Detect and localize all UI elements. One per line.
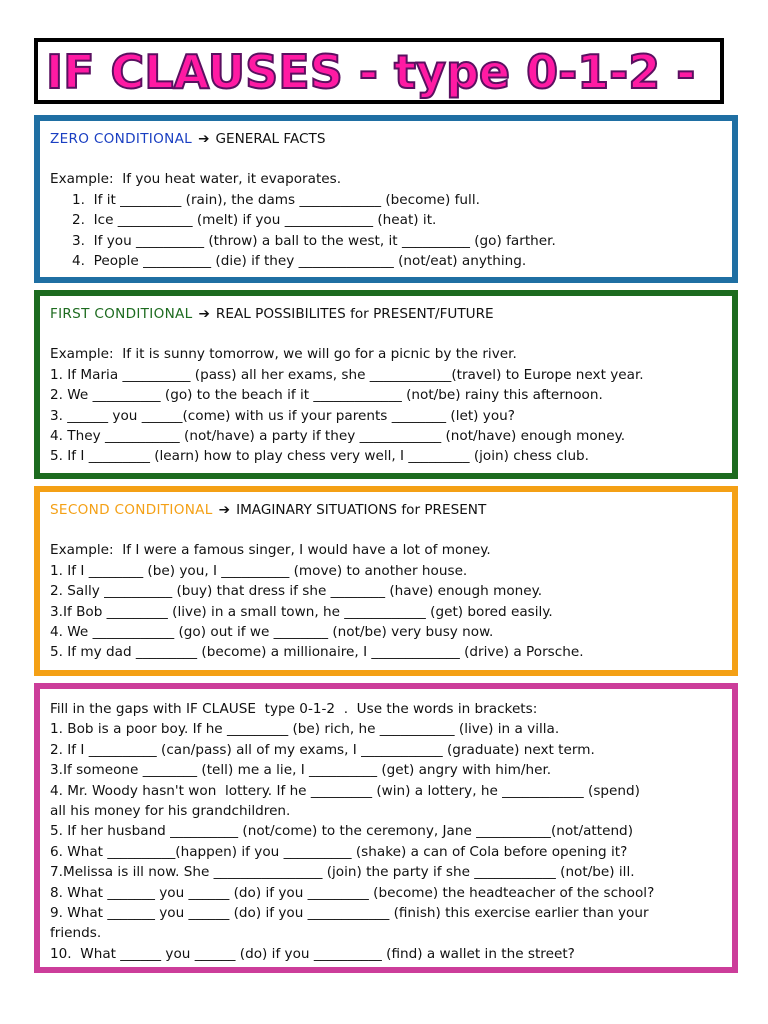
first-rest: REAL POSSIBILITES for PRESENT/FUTURE	[215, 306, 494, 322]
first-conditional-section	[34, 290, 738, 479]
zero-rest: GENERAL FACTS	[215, 131, 326, 147]
list-item: 4. We ____________ (go) out if we ________ (not/be) very busy now.	[50, 624, 494, 641]
first-label: FIRST CONDITIONAL	[50, 306, 193, 322]
list-item: 8. What _______ you ______ (do) if you _________ (become) the headteacher of the school?	[50, 884, 655, 901]
list-item: 9. What _______ you ______ (do) if you ____________ (finish) this exercise earlier than your	[50, 905, 649, 922]
first-example: Example: If it is sunny tomorrow, we will go for a picnic by the river.	[50, 346, 517, 363]
second-conditional-section	[34, 486, 738, 676]
list-item: 7.Melissa is ill now. She ________________ (join) the party if she ____________ (not/be) ill.	[50, 864, 635, 881]
title-box	[34, 38, 724, 104]
list-item: 4. People __________ (die) if they ______________ (not/eat) anything.	[72, 253, 527, 270]
list-item: 4. Mr. Woody hasn't won lottery. If he _________ (win) a lottery, he ____________ (spend)	[50, 782, 640, 799]
zero-example: Example: If you heat water, it evaporates.	[50, 171, 342, 188]
arrow-icon: ➔	[218, 502, 231, 518]
list-item: 3. If you __________ (throw) a ball to the west, it __________ (go) farther.	[72, 232, 556, 249]
list-item: 5. If my dad _________ (become) a millionaire, I _____________ (drive) a Porsche.	[50, 644, 584, 661]
list-item: 6. What __________(happen) if you __________ (shake) a can of Cola before opening it?	[50, 843, 628, 860]
fill-content	[50, 699, 722, 964]
arrow-icon: ➔	[198, 306, 210, 322]
second-example: Example: If I were a famous singer, I would have a lot of money.	[50, 542, 491, 559]
arrow-icon: ➔	[198, 131, 210, 147]
list-item: all his money for his grandchildren.	[50, 803, 291, 820]
first-heading	[50, 304, 722, 324]
list-item: 1. Bob is a poor boy. If he _________ (be) rich, he ___________ (live) in a villa.	[50, 721, 560, 738]
zero-conditional-section	[34, 115, 738, 283]
list-item: 1. If I ________ (be) you, I __________ (move) to another house.	[50, 562, 468, 579]
zero-label: ZERO CONDITIONAL	[50, 131, 193, 147]
list-item: 2. Ice ___________ (melt) if you _____________ (heat) it.	[72, 212, 437, 229]
list-item: 2. We __________ (go) to the beach if it _____________ (not/be) rainy this afternoon.	[50, 387, 603, 404]
zero-content	[50, 129, 722, 271]
second-heading	[50, 500, 722, 520]
second-content	[50, 500, 722, 663]
list-item: 3. ______ you ______(come) with us if your parents ________ (let) you?	[50, 407, 515, 424]
second-label: SECOND CONDITIONAL	[50, 502, 213, 518]
second-rest: IMAGINARY SITUATIONS for PRESENT	[236, 502, 487, 518]
list-item: 3.If someone ________ (tell) me a lie, I __________ (get) angry with him/her.	[50, 762, 552, 779]
list-item: 2. Sally __________ (buy) that dress if she ________ (have) enough money.	[50, 583, 543, 600]
list-item: friends.	[50, 925, 102, 942]
list-item: 1. If Maria __________ (pass) all her exams, she ____________(travel) to Europe next year.	[50, 366, 644, 383]
list-item: 5. If her husband __________ (not/come) to the ceremony, Jane ___________(not/attend)	[50, 823, 633, 840]
list-item: 2. If I __________ (can/pass) all of my exams, I ____________ (graduate) next term.	[50, 741, 595, 758]
list-item: 3.If Bob _________ (live) in a small town, he ____________ (get) bored easily.	[50, 603, 553, 620]
fill-instruction: Fill in the gaps with IF CLAUSE type 0-1-2 . Use the words in brackets:	[50, 701, 538, 717]
first-content	[50, 304, 722, 467]
list-item: 1. If it _________ (rain), the dams ____________ (become) full.	[72, 191, 480, 208]
page-title: IF CLAUSES - type 0-1-2 -	[46, 45, 696, 99]
zero-list	[50, 190, 722, 272]
zero-heading	[50, 129, 722, 149]
fill-in-section	[34, 683, 738, 973]
list-item: 4. They ___________ (not/have) a party if they ____________ (not/have) enough money.	[50, 428, 626, 445]
list-item: 10. What ______ you ______ (do) if you __________ (find) a wallet in the street?	[50, 945, 575, 962]
list-item: 5. If I _________ (learn) how to play chess very well, I _________ (join) chess club.	[50, 448, 590, 465]
